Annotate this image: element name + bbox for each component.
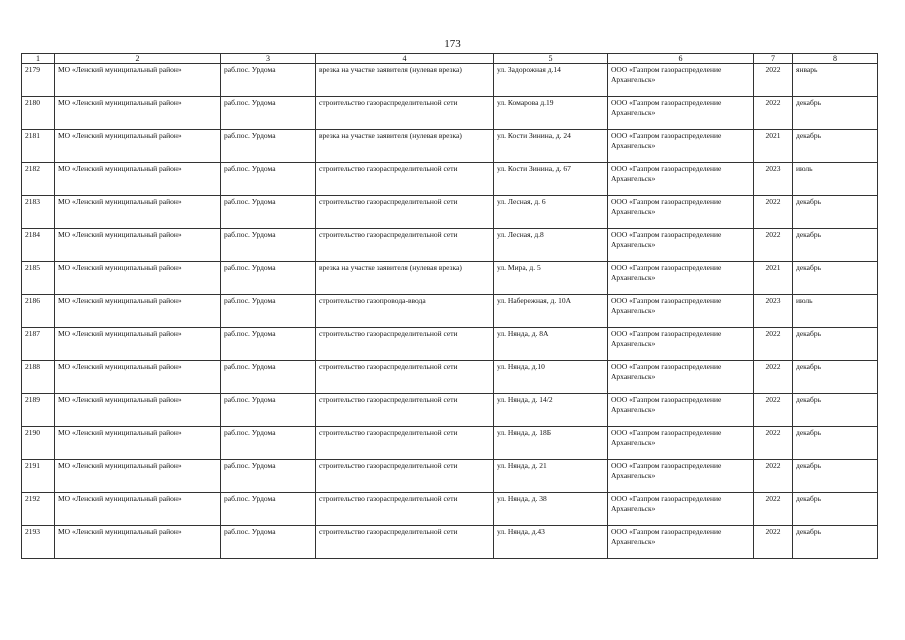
column-header: 8 <box>793 54 878 64</box>
work-type-cell: врезка на участке заявителя (нулевая врезка) <box>316 64 494 97</box>
column-header: 7 <box>754 54 793 64</box>
organization-cell: ООО «Газпром газораспределение Архангельск» <box>608 526 754 559</box>
municipality-cell: МО «Ленский муниципальный район» <box>55 295 221 328</box>
month-cell: декабрь <box>793 361 878 394</box>
address-cell: ул. Задорожная д.14 <box>494 64 608 97</box>
column-header: 5 <box>494 54 608 64</box>
year-cell: 2022 <box>754 97 793 130</box>
municipality-cell: МО «Ленский муниципальный район» <box>55 526 221 559</box>
year-cell: 2022 <box>754 229 793 262</box>
year-cell: 2023 <box>754 163 793 196</box>
month-cell: декабрь <box>793 328 878 361</box>
address-cell: ул. Нянда, д. 8А <box>494 328 608 361</box>
municipality-cell: МО «Ленский муниципальный район» <box>55 130 221 163</box>
municipality-cell: МО «Ленский муниципальный район» <box>55 196 221 229</box>
organization-cell: ООО «Газпром газораспределение Архангельск» <box>608 394 754 427</box>
table-row <box>22 328 878 361</box>
table-row <box>22 493 878 526</box>
municipality-cell: МО «Ленский муниципальный район» <box>55 493 221 526</box>
work-type-cell: врезка на участке заявителя (нулевая врезка) <box>316 262 494 295</box>
row-number-cell: 2186 <box>22 295 55 328</box>
row-number-cell: 2183 <box>22 196 55 229</box>
table-row <box>22 394 878 427</box>
address-cell: ул. Нянда, д.10 <box>494 361 608 394</box>
municipality-cell: МО «Ленский муниципальный район» <box>55 460 221 493</box>
row-number-cell: 2188 <box>22 361 55 394</box>
row-number-cell: 2182 <box>22 163 55 196</box>
table-row <box>22 262 878 295</box>
address-cell: ул. Нянда, д. 18Б <box>494 427 608 460</box>
column-header: 1 <box>22 54 55 64</box>
month-cell: декабрь <box>793 394 878 427</box>
settlement-cell: раб.пос. Урдома <box>221 361 316 394</box>
month-cell: декабрь <box>793 130 878 163</box>
year-cell: 2022 <box>754 394 793 427</box>
address-cell: ул. Лесная, д.8 <box>494 229 608 262</box>
work-type-cell: строительство газораспределительной сети <box>316 97 494 130</box>
municipality-cell: МО «Ленский муниципальный район» <box>55 163 221 196</box>
address-cell: ул. Нянда, д. 21 <box>494 460 608 493</box>
work-type-cell: строительство газораспределительной сети <box>316 328 494 361</box>
municipality-cell: МО «Ленский муниципальный район» <box>55 427 221 460</box>
settlement-cell: раб.пос. Урдома <box>221 427 316 460</box>
organization-cell: ООО «Газпром газораспределение Архангельск» <box>608 229 754 262</box>
year-cell: 2022 <box>754 64 793 97</box>
address-cell: ул. Мира, д. 5 <box>494 262 608 295</box>
year-cell: 2022 <box>754 328 793 361</box>
organization-cell: ООО «Газпром газораспределение Архангельск» <box>608 427 754 460</box>
municipality-cell: МО «Ленский муниципальный район» <box>55 262 221 295</box>
organization-cell: ООО «Газпром газораспределение Архангельск» <box>608 493 754 526</box>
column-number-header-row <box>22 54 878 64</box>
table-row <box>22 163 878 196</box>
row-number-cell: 2184 <box>22 229 55 262</box>
work-type-cell: строительство газораспределительной сети <box>316 163 494 196</box>
work-type-cell: строительство газораспределительной сети <box>316 361 494 394</box>
municipality-cell: МО «Ленский муниципальный район» <box>55 328 221 361</box>
table-row <box>22 64 878 97</box>
row-number-cell: 2191 <box>22 460 55 493</box>
address-cell: ул. Кости Зинина, д. 24 <box>494 130 608 163</box>
organization-cell: ООО «Газпром газораспределение Архангельск» <box>608 163 754 196</box>
year-cell: 2022 <box>754 361 793 394</box>
organization-cell: ООО «Газпром газораспределение Архангельск» <box>608 328 754 361</box>
table-row <box>22 196 878 229</box>
row-number-cell: 2180 <box>22 97 55 130</box>
column-header: 3 <box>221 54 316 64</box>
column-header: 2 <box>55 54 221 64</box>
month-cell: декабрь <box>793 460 878 493</box>
row-number-cell: 2187 <box>22 328 55 361</box>
work-type-cell: строительство газораспределительной сети <box>316 229 494 262</box>
settlement-cell: раб.пос. Урдома <box>221 196 316 229</box>
table-row <box>22 229 878 262</box>
organization-cell: ООО «Газпром газораспределение Архангельск» <box>608 130 754 163</box>
row-number-cell: 2192 <box>22 493 55 526</box>
month-cell: январь <box>793 64 878 97</box>
settlement-cell: раб.пос. Урдома <box>221 493 316 526</box>
table-row <box>22 295 878 328</box>
address-cell: ул. Кости Зинина, д. 67 <box>494 163 608 196</box>
settlement-cell: раб.пос. Урдома <box>221 394 316 427</box>
settlement-cell: раб.пос. Урдома <box>221 229 316 262</box>
row-number-cell: 2189 <box>22 394 55 427</box>
municipality-cell: МО «Ленский муниципальный район» <box>55 97 221 130</box>
row-number-cell: 2179 <box>22 64 55 97</box>
month-cell: июль <box>793 295 878 328</box>
organization-cell: ООО «Газпром газораспределение Архангельск» <box>608 97 754 130</box>
row-number-cell: 2185 <box>22 262 55 295</box>
settlement-cell: раб.пос. Урдома <box>221 64 316 97</box>
settlement-cell: раб.пос. Урдома <box>221 262 316 295</box>
work-type-cell: врезка на участке заявителя (нулевая врезка) <box>316 130 494 163</box>
month-cell: декабрь <box>793 493 878 526</box>
work-type-cell: строительство газораспределительной сети <box>316 196 494 229</box>
address-cell: ул. Нянда, д. 38 <box>494 493 608 526</box>
table-row <box>22 130 878 163</box>
organization-cell: ООО «Газпром газораспределение Архангельск» <box>608 295 754 328</box>
organization-cell: ООО «Газпром газораспределение Архангельск» <box>608 196 754 229</box>
month-cell: декабрь <box>793 229 878 262</box>
table-row <box>22 460 878 493</box>
municipality-cell: МО «Ленский муниципальный район» <box>55 361 221 394</box>
year-cell: 2022 <box>754 196 793 229</box>
organization-cell: ООО «Газпром газораспределение Архангельск» <box>608 262 754 295</box>
settlement-cell: раб.пос. Урдома <box>221 97 316 130</box>
address-cell: ул. Нянда, д.43 <box>494 526 608 559</box>
row-number-cell: 2190 <box>22 427 55 460</box>
year-cell: 2022 <box>754 526 793 559</box>
month-cell: декабрь <box>793 526 878 559</box>
month-cell: декабрь <box>793 196 878 229</box>
year-cell: 2021 <box>754 130 793 163</box>
settlement-cell: раб.пос. Урдома <box>221 295 316 328</box>
work-type-cell: строительство газораспределительной сети <box>316 493 494 526</box>
month-cell: декабрь <box>793 262 878 295</box>
row-number-cell: 2181 <box>22 130 55 163</box>
settlement-cell: раб.пос. Урдома <box>221 526 316 559</box>
year-cell: 2022 <box>754 493 793 526</box>
organization-cell: ООО «Газпром газораспределение Архангельск» <box>608 64 754 97</box>
page-number: 173 <box>444 38 461 50</box>
work-type-cell: строительство газопровода-ввода <box>316 295 494 328</box>
municipality-cell: МО «Ленский муниципальный район» <box>55 229 221 262</box>
work-type-cell: строительство газораспределительной сети <box>316 460 494 493</box>
column-header: 4 <box>316 54 494 64</box>
table-row <box>22 361 878 394</box>
address-cell: ул. Набережная, д. 10А <box>494 295 608 328</box>
work-type-cell: строительство газораспределительной сети <box>316 427 494 460</box>
row-number-cell: 2193 <box>22 526 55 559</box>
settlement-cell: раб.пос. Урдома <box>221 328 316 361</box>
settlement-cell: раб.пос. Урдома <box>221 130 316 163</box>
table-row <box>22 526 878 559</box>
address-cell: ул. Нянда, д. 14/2 <box>494 394 608 427</box>
municipality-cell: МО «Ленский муниципальный район» <box>55 64 221 97</box>
settlement-cell: раб.пос. Урдома <box>221 460 316 493</box>
organization-cell: ООО «Газпром газораспределение Архангельск» <box>608 460 754 493</box>
year-cell: 2023 <box>754 295 793 328</box>
year-cell: 2022 <box>754 460 793 493</box>
settlement-cell: раб.пос. Урдома <box>221 163 316 196</box>
month-cell: декабрь <box>793 427 878 460</box>
address-cell: ул. Лесная, д. 6 <box>494 196 608 229</box>
month-cell: июль <box>793 163 878 196</box>
month-cell: декабрь <box>793 97 878 130</box>
year-cell: 2022 <box>754 427 793 460</box>
work-type-cell: строительство газораспределительной сети <box>316 394 494 427</box>
address-cell: ул. Комарова д.19 <box>494 97 608 130</box>
year-cell: 2021 <box>754 262 793 295</box>
organization-cell: ООО «Газпром газораспределение Архангельск» <box>608 361 754 394</box>
table-row <box>22 97 878 130</box>
work-type-cell: строительство газораспределительной сети <box>316 526 494 559</box>
table-row <box>22 427 878 460</box>
gasification-register-table <box>21 53 878 559</box>
municipality-cell: МО «Ленский муниципальный район» <box>55 394 221 427</box>
column-header: 6 <box>608 54 754 64</box>
